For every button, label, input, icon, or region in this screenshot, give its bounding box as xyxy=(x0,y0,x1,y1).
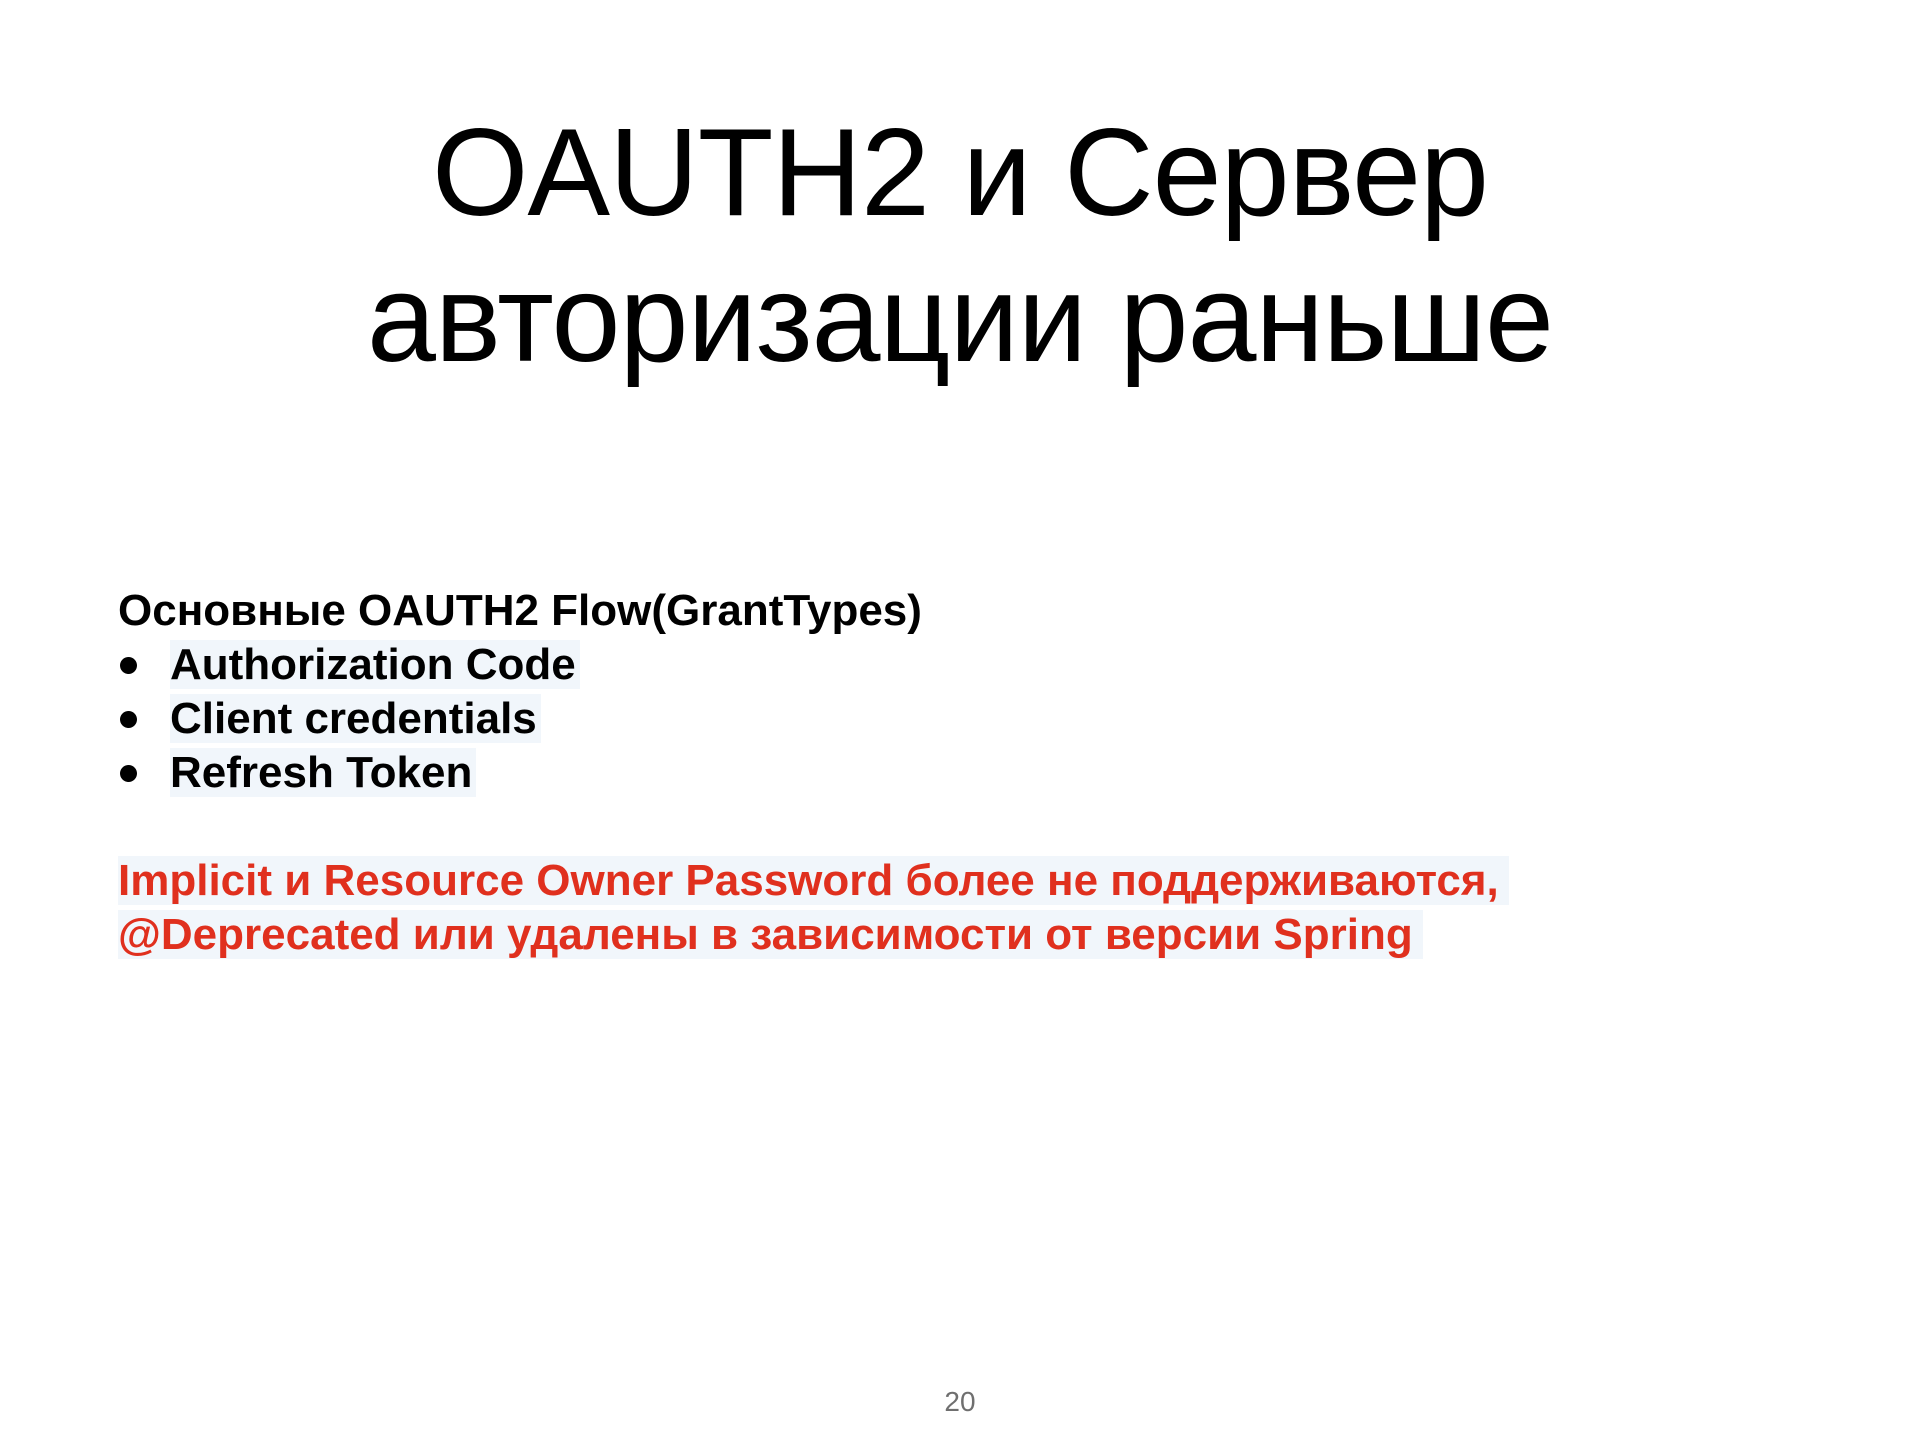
warning-line xyxy=(118,854,1738,908)
bullet-icon xyxy=(120,657,137,674)
list-item xyxy=(118,638,1738,692)
warning-line xyxy=(118,908,1738,962)
deprecation-warning xyxy=(118,854,1738,962)
grant-type-label: Client credentials xyxy=(170,694,541,743)
bullet-icon xyxy=(120,711,137,728)
page-number: 20 xyxy=(944,1386,976,1417)
grant-types-list xyxy=(118,638,1738,800)
grant-type-label: Authorization Code xyxy=(170,640,580,689)
slide-content xyxy=(118,584,1738,962)
bullet-icon xyxy=(120,765,137,782)
grant-type-label: Refresh Token xyxy=(170,748,476,797)
grant-types-heading: Основные OAUTH2 Flow(GrantTypes) xyxy=(118,586,922,635)
slide-title: OAUTH2 и Сервер авторизации раньше xyxy=(367,104,1553,388)
list-item xyxy=(118,692,1738,746)
list-item xyxy=(118,746,1738,800)
warning-text: @Deprecated или удалены в зависимости от версии Spring xyxy=(118,910,1423,959)
warning-text: Implicit и Resource Owner Password более не поддерживаются, xyxy=(118,856,1509,905)
